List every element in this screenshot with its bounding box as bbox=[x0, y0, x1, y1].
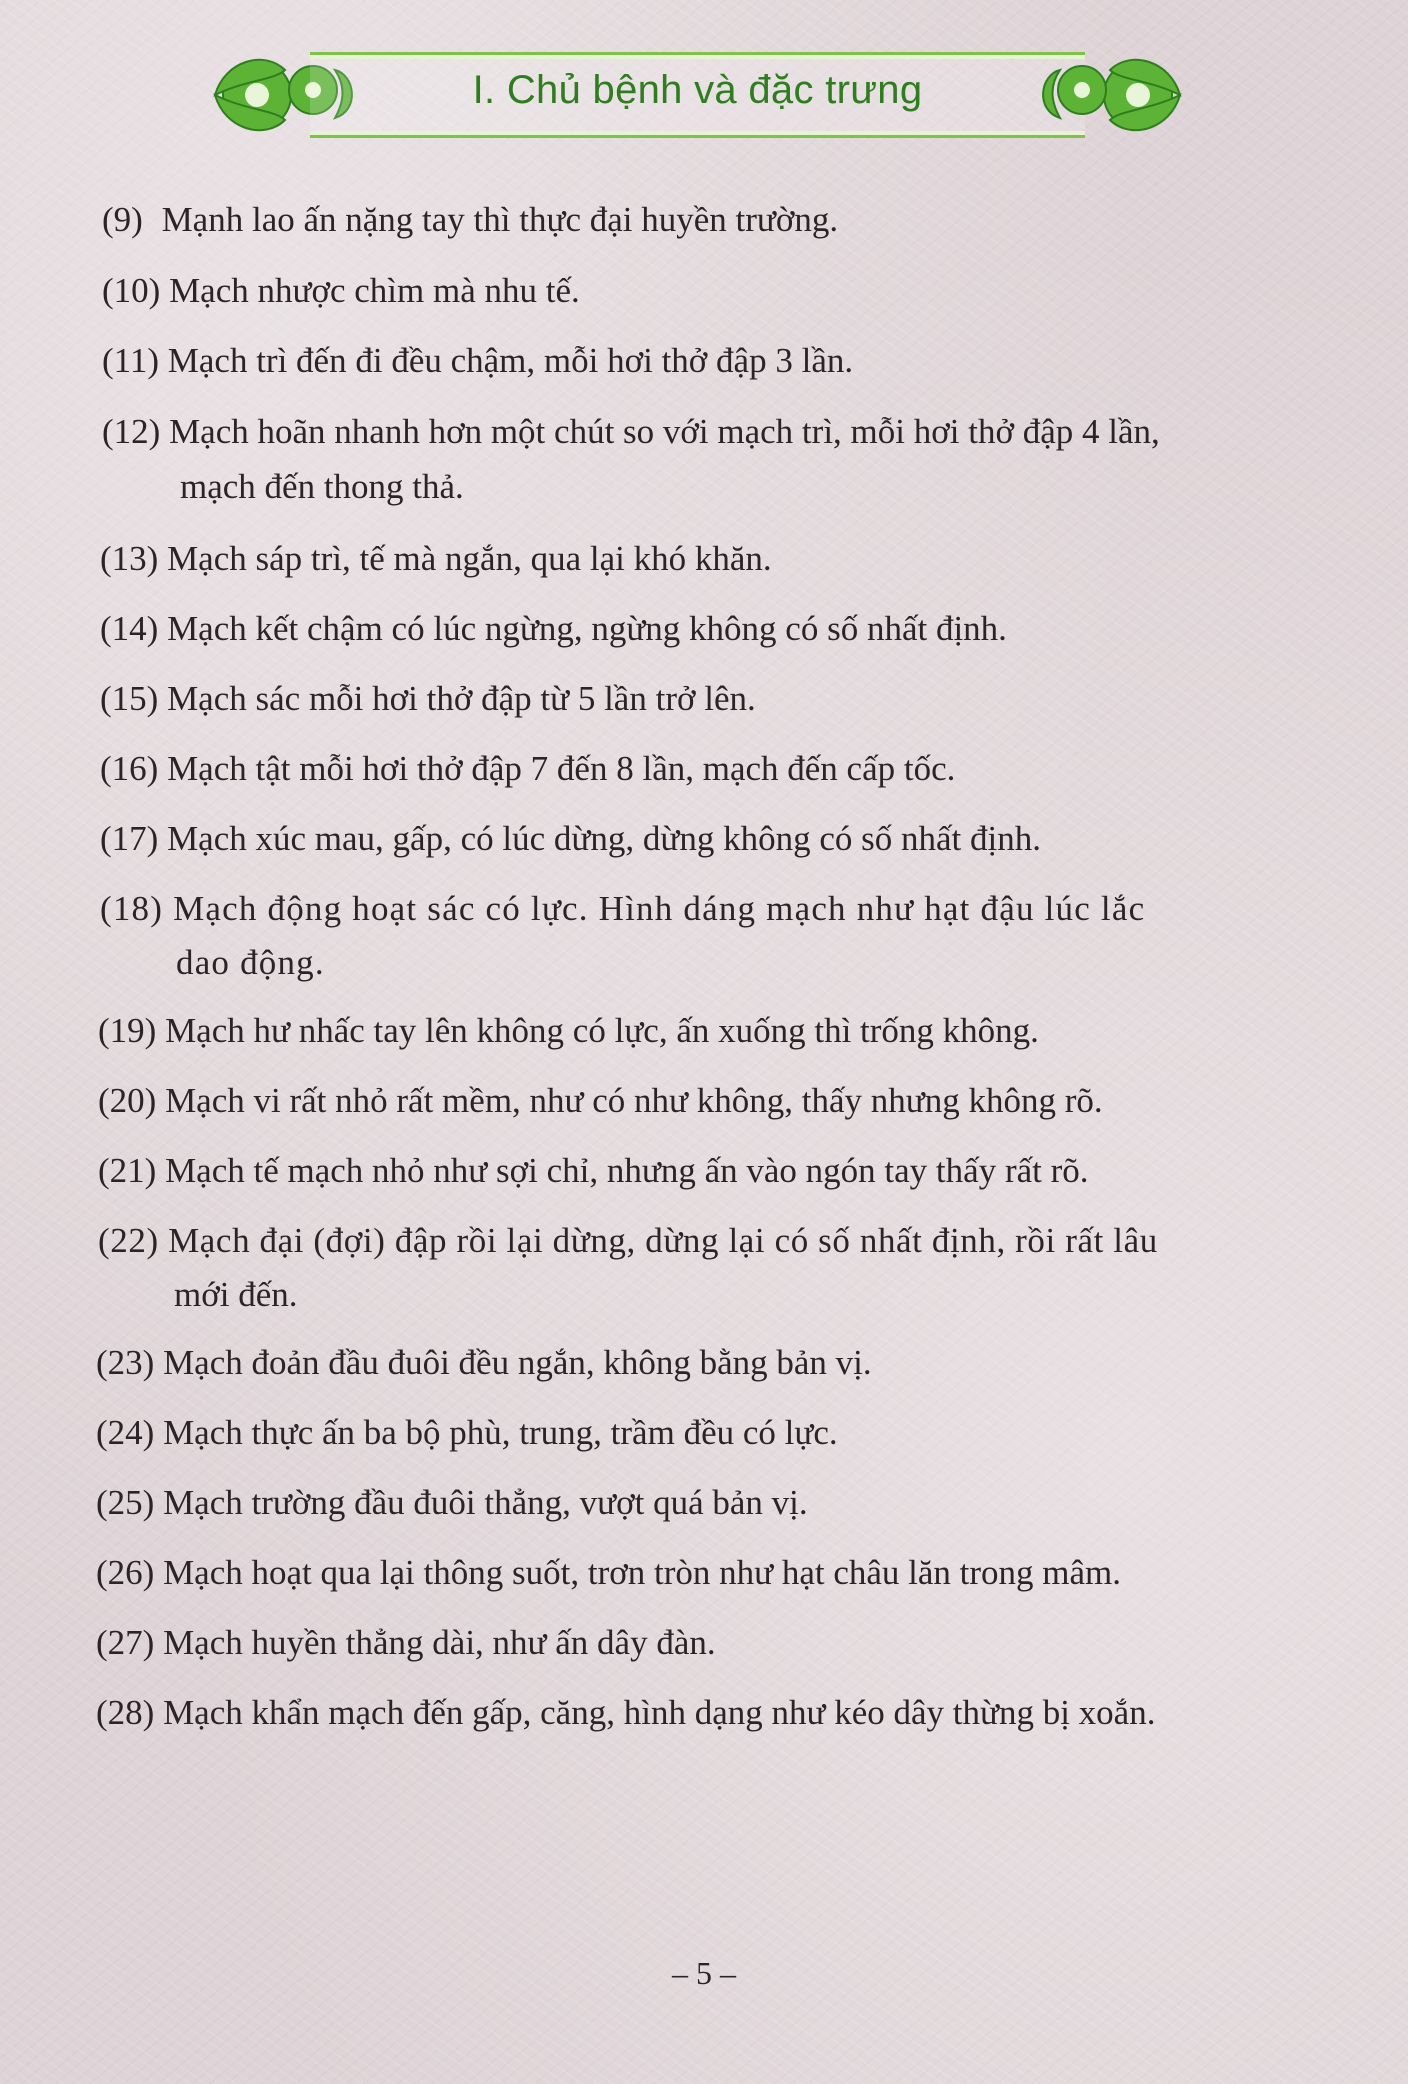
item-number: (17) bbox=[100, 819, 159, 858]
list-item bbox=[96, 1616, 716, 1670]
item-number: (16) bbox=[100, 749, 159, 788]
item-continuation: mạch đến thong thả. bbox=[180, 467, 464, 506]
item-text: Mạnh lao ấn nặng tay thì thực đại huyền trường. bbox=[161, 200, 839, 239]
page-title: I. Chủ bệnh và đặc trưng bbox=[472, 68, 923, 112]
list-item bbox=[100, 882, 1145, 936]
item-number: (26) bbox=[96, 1553, 155, 1592]
item-number: (21) bbox=[98, 1151, 157, 1190]
item-text: Mạch nhược chìm mà nhu tế. bbox=[169, 271, 580, 310]
item-text: Mạch tế mạch nhỏ như sợi chỉ, nhưng ấn vào ngón tay thấy rất rõ. bbox=[165, 1151, 1089, 1190]
item-text: Mạch thực ấn ba bộ phù, trung, trầm đều có lực. bbox=[163, 1413, 838, 1452]
list-item bbox=[98, 1074, 1103, 1128]
item-text: Mạch xúc mau, gấp, có lúc dừng, dừng không có số nhất định. bbox=[167, 819, 1041, 858]
page-number: – 5 – bbox=[672, 1955, 736, 1991]
list-item bbox=[98, 1144, 1089, 1198]
item-text: Mạch động hoạt sác có lực. Hình dáng mạch như hạt đậu lúc lắc bbox=[173, 889, 1146, 928]
item-continuation: mới đến. bbox=[174, 1275, 298, 1314]
item-text: Mạch hư nhấc tay lên không có lực, ấn xuống thì trống không. bbox=[165, 1011, 1039, 1050]
item-number: (22) bbox=[98, 1221, 159, 1260]
item-text: Mạch đoản đầu đuôi đều ngắn, không bằng bản vị. bbox=[163, 1343, 872, 1382]
item-text: Mạch trường đầu đuôi thẳng, vượt quá bản vị. bbox=[163, 1483, 808, 1522]
list-item bbox=[96, 1406, 838, 1460]
list-item bbox=[100, 532, 772, 586]
item-text: Mạch sác mỗi hơi thở đập từ 5 lần trở lên. bbox=[167, 679, 756, 718]
item-number: (24) bbox=[96, 1413, 155, 1452]
item-number: (10) bbox=[102, 271, 161, 310]
list-item bbox=[102, 334, 853, 388]
item-number: (23) bbox=[96, 1343, 155, 1382]
item-text: Mạch tật mỗi hơi thở đập 7 đến 8 lần, mạch đến cấp tốc. bbox=[167, 749, 956, 788]
item-text: Mạch sáp trì, tế mà ngắn, qua lại khó khăn. bbox=[167, 539, 772, 578]
item-text: Mạch vi rất nhỏ rất mềm, như có như không, thấy nhưng không rõ. bbox=[165, 1081, 1103, 1120]
list-item bbox=[100, 742, 955, 796]
item-number: (25) bbox=[96, 1483, 155, 1522]
list-item bbox=[96, 1686, 1155, 1740]
item-text: Mạch trì đến đi đều chậm, mỗi hơi thở đập 3 lần. bbox=[167, 341, 854, 380]
item-number: (19) bbox=[98, 1011, 157, 1050]
item-number: (27) bbox=[96, 1623, 155, 1662]
item-text: Mạch đại (đợi) đập rồi lại dừng, dừng lại có số nhất định, rồi rất lâu bbox=[168, 1221, 1158, 1260]
item-text: Mạch hoạt qua lại thông suốt, trơn tròn như hạt châu lăn trong mâm. bbox=[163, 1553, 1122, 1592]
item-number: (20) bbox=[98, 1081, 157, 1120]
item-text: Mạch hoãn nhanh hơn một chút so với mạch trì, mỗi hơi thở đập 4 lần, bbox=[169, 412, 1160, 451]
item-number: (15) bbox=[100, 679, 159, 718]
list-item bbox=[102, 264, 580, 318]
item-number: (13) bbox=[100, 539, 159, 578]
item-text: Mạch khẩn mạch đến gấp, căng, hình dạng như kéo dây thừng bị xoắn. bbox=[163, 1693, 1156, 1732]
list-item bbox=[102, 193, 838, 247]
list-item bbox=[100, 602, 1007, 656]
item-number: (11) bbox=[102, 341, 160, 380]
item-continuation: dao động. bbox=[176, 943, 325, 982]
item-number: (28) bbox=[96, 1693, 155, 1732]
list-item bbox=[98, 1004, 1039, 1058]
list-item bbox=[96, 1546, 1121, 1600]
list-item bbox=[96, 1476, 808, 1530]
list-item bbox=[100, 672, 756, 726]
list-item bbox=[102, 405, 1160, 459]
item-number: (9) bbox=[102, 200, 143, 239]
item-text: Mạch kết chậm có lúc ngừng, ngừng không có số nhất định. bbox=[167, 609, 1007, 648]
item-number: (14) bbox=[100, 609, 159, 648]
list-item bbox=[100, 812, 1041, 866]
item-number: (12) bbox=[102, 412, 161, 451]
item-text: Mạch huyền thẳng dài, như ấn dây đàn. bbox=[163, 1623, 716, 1662]
list-item bbox=[96, 1336, 872, 1390]
item-number: (18) bbox=[100, 889, 164, 928]
list-item bbox=[98, 1214, 1158, 1268]
